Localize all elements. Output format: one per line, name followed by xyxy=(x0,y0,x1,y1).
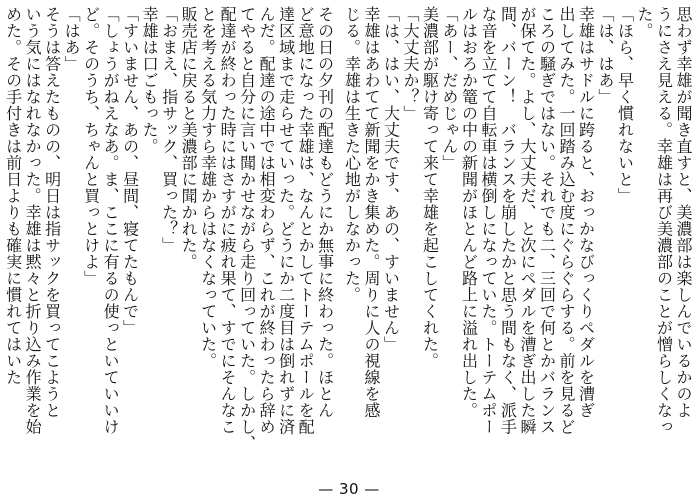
text-line: 「すいません、あの、昼間、寝てたもんで」 xyxy=(121,6,140,336)
text-line: 「はあ」 xyxy=(62,6,82,72)
text-line: ルはおろか篭の中の新聞がほとんど路上に溢れ出した。 xyxy=(460,6,479,419)
text-line: 「は、はい、大丈夫です、あの、すいません」 xyxy=(382,6,401,353)
text-line: ころの騒ぎではない。それでも二、三回で何とかバランス xyxy=(538,6,557,435)
text-line: いう気にはなれなかった。幸雄は黙々と折り込み作業を始 xyxy=(23,6,43,435)
text-line: 配達が終わった時にはさすがに疲れ果て、すでにそんなこ xyxy=(218,6,238,435)
text-line: めた。その手付きは前日よりも確実に慣れてはいた xyxy=(4,6,23,386)
text-line: 出してみた。一回踏み込む度にぐらぐらする。前を見るど xyxy=(557,6,576,435)
text-line: じる。幸雄は生きた心地がしなかった。 xyxy=(342,6,362,303)
text-line: 「は、はあ」 xyxy=(596,6,615,105)
text-line: た。 xyxy=(635,6,654,39)
text-line: 幸雄はサドルに跨ると、おっかなびっくりペダルを漕ぎ xyxy=(577,6,596,419)
text-line: な音を立てて自転車は横倒しになっていた。トーテムポー xyxy=(479,6,498,435)
text-line: 「おまえ、指サック、買った？」 xyxy=(160,6,179,254)
text-line: 間、バーン！ バランスを崩したかと思う間もなく、派手 xyxy=(499,6,518,435)
text-line: うにさえ見える。幸雄は再び美濃部のことが憎らしくなっ xyxy=(655,6,674,435)
text-line: ど。そのうち、ちゃんと買っとけよ」 xyxy=(82,6,101,287)
text-line: 「あー、だめじゃん」 xyxy=(440,6,459,171)
text-line: 「しょうがねえなあ。ま、ここに有るの使っといていいけ xyxy=(101,6,121,435)
text-line: 幸雄は口ごもった。 xyxy=(140,6,160,155)
text-line: んだ。配達の途中では相変わらず、これが終わったら辞め xyxy=(257,6,277,435)
text-line: 幸雄はあわてて新聞をかき集めた。周りに人の視線を感 xyxy=(362,6,381,419)
text-line: 「大丈夫か？」 xyxy=(401,6,420,122)
text-line: 「ほら、早く慣れないと」 xyxy=(616,6,635,204)
vertical-text-body xyxy=(4,6,694,468)
text-line: 思わず幸雄が聞き直すと、美濃部は楽しんでいるかのよ xyxy=(674,6,693,419)
text-line: てやると自分に言い聞かせながら走り回っていた。しかし、 xyxy=(238,6,257,452)
text-line: そうは答えたものの、明日は指サックを買ってこようと xyxy=(43,6,62,419)
text-line: ど意地になった幸雄は、なんとかしてトーテムポールを配 xyxy=(296,6,316,435)
text-line: が保てた。よし、大丈夫だ、と次にペダルを漕ぎ出した瞬 xyxy=(518,6,537,435)
text-line: 達区域まで走らせていった。どうにか二度目は倒れずに済 xyxy=(277,6,296,435)
text-line: とを考える気力すら幸雄からはなくなっていた。 xyxy=(199,6,218,369)
text-line: 販売店に戻ると美濃部に聞かれた。 xyxy=(179,6,199,270)
text-line: その日の夕刊の配達もどうにか無事に終わった。ほとん xyxy=(316,6,335,419)
page-number: — 30 — xyxy=(318,480,380,498)
text-line: 美濃部が駆け寄って来て幸雄を起こしてくれた。 xyxy=(421,6,440,369)
